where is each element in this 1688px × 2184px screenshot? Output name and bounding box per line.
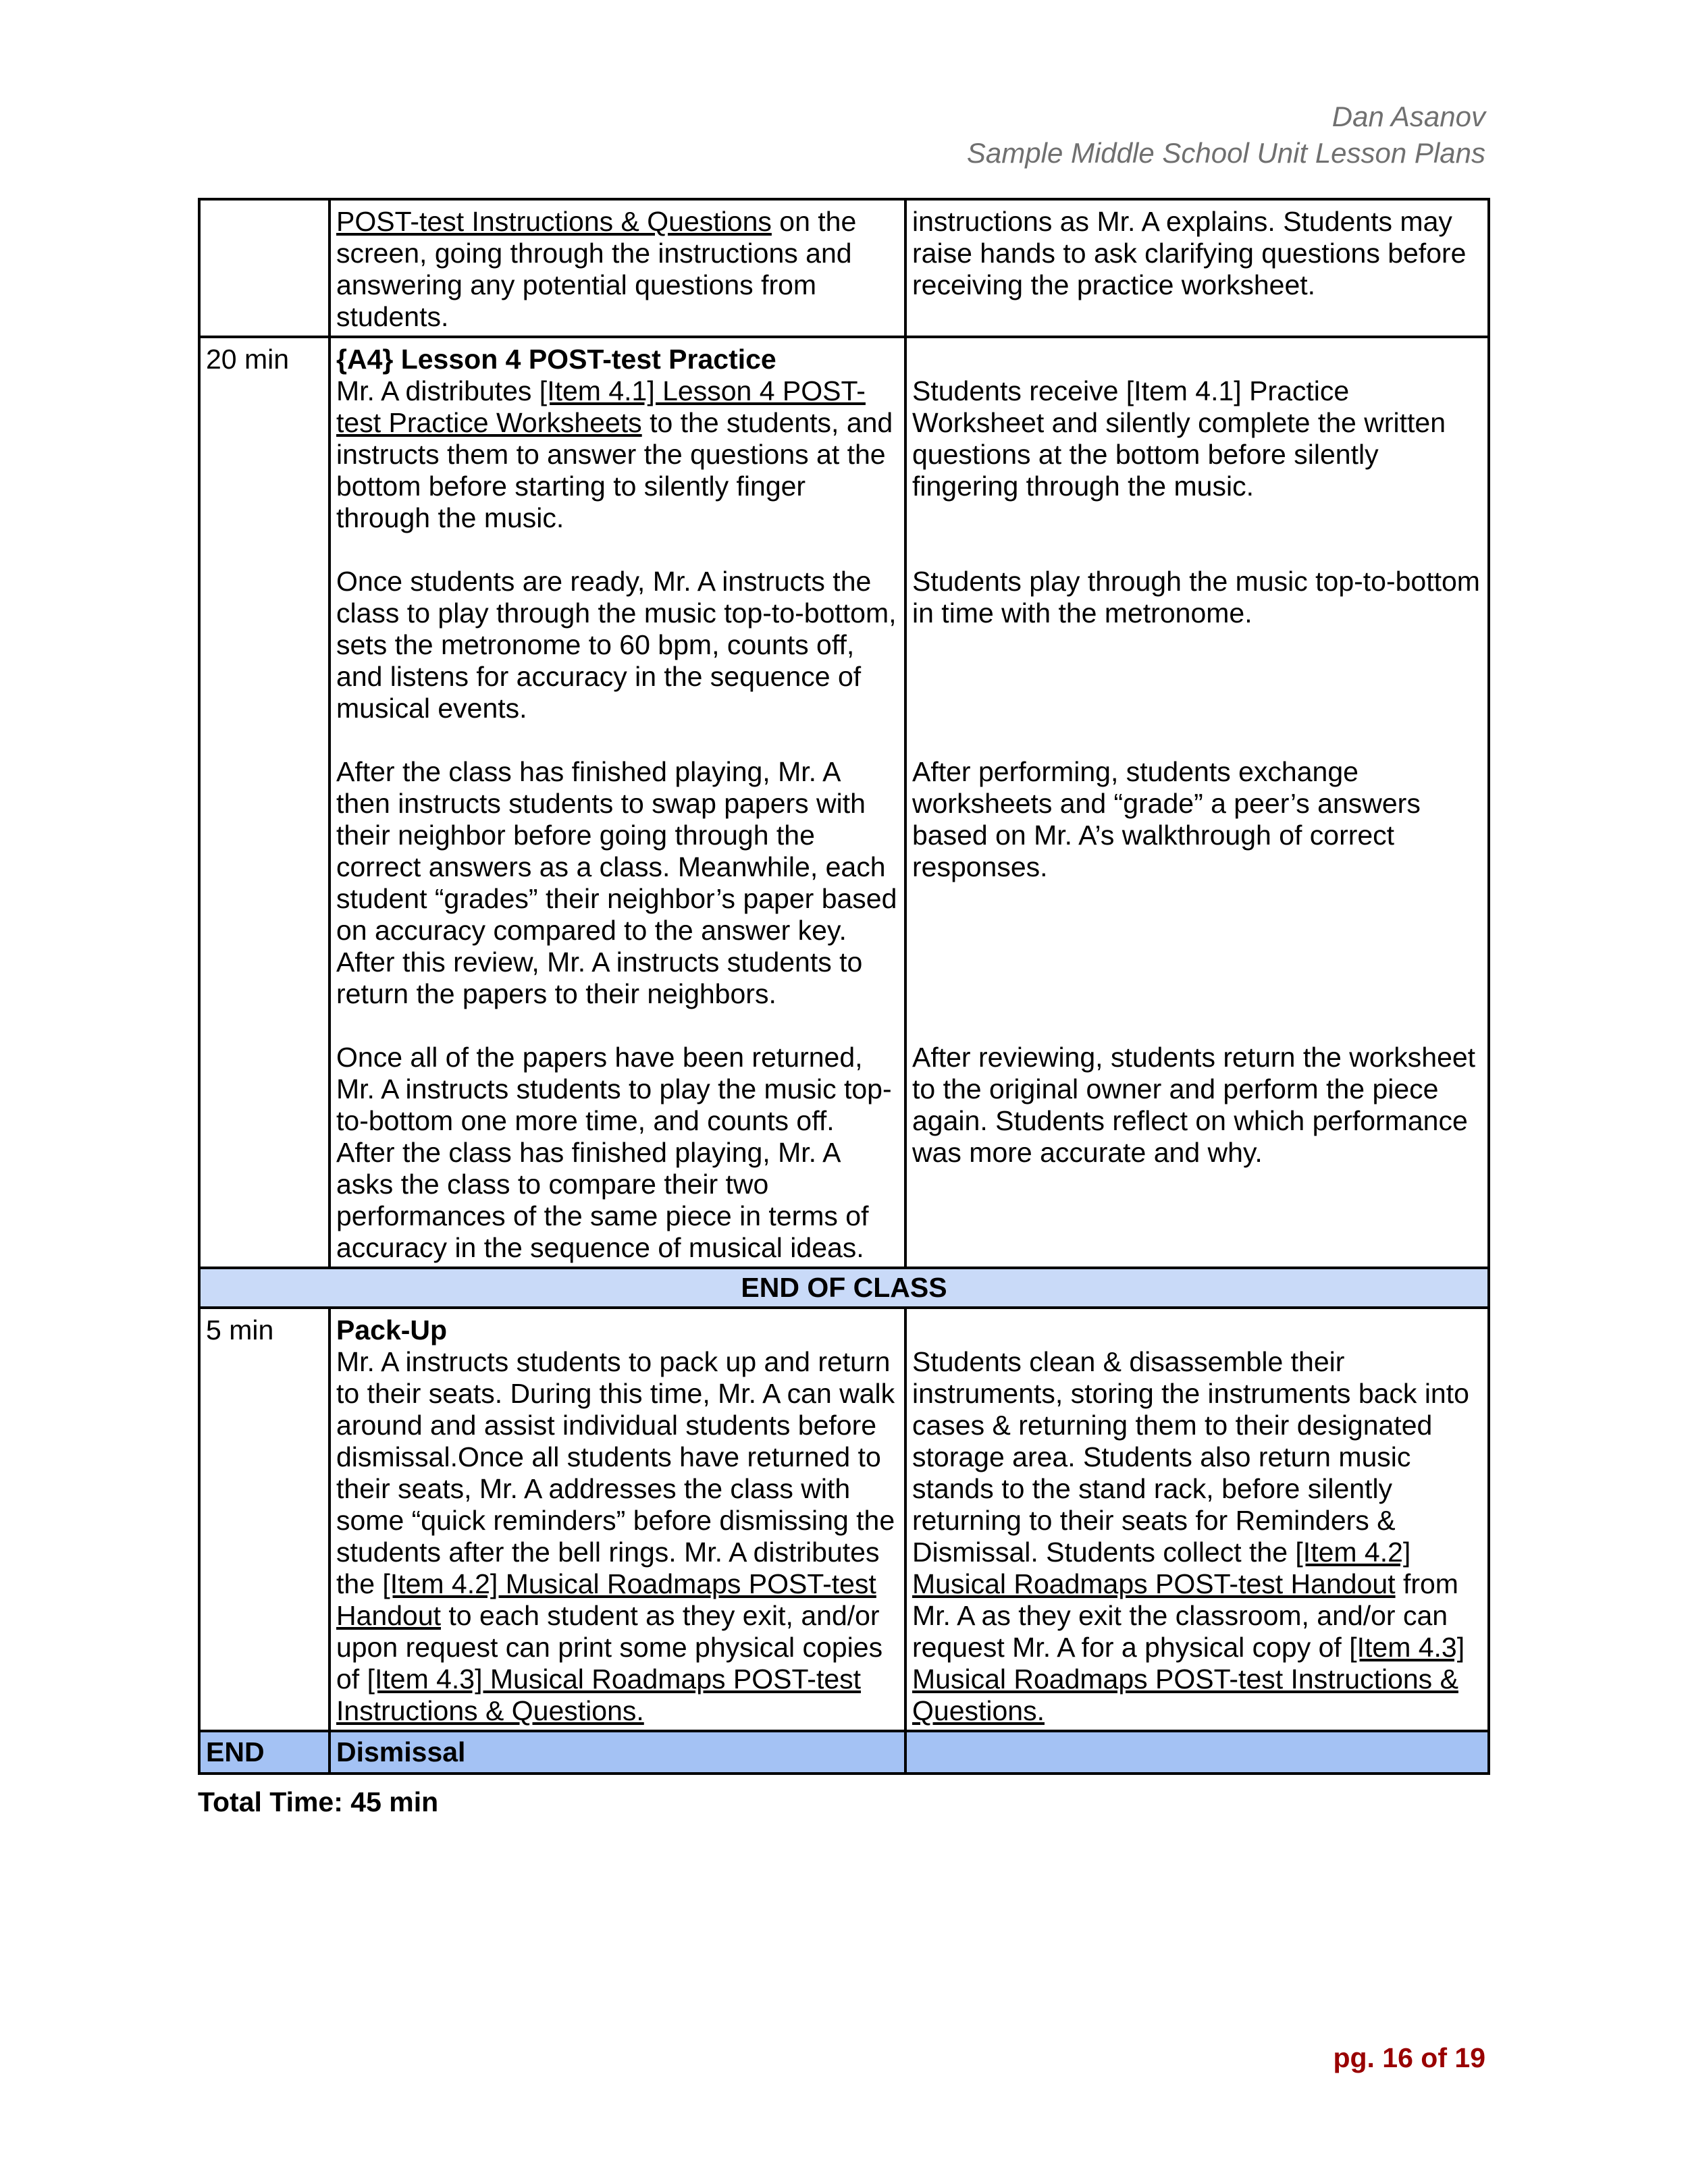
table-row: [199, 1308, 1489, 1731]
student-paragraph: Students receive [Item 4.1] Practice Worksheet and silently complete the written questions at the bottom before silently fingering through the music.: [912, 375, 1446, 502]
teacher-cell: [329, 199, 905, 337]
student-cell: [905, 1308, 1489, 1731]
table-row: [199, 199, 1489, 337]
item-link[interactable]: [Item 4.3] Musical Roadmaps POST-test Instructions & Questions.: [912, 1632, 1465, 1726]
time-cell: 20 min: [199, 337, 329, 1268]
item-link[interactable]: [Item 4.1] Lesson 4 POST-test Practice Worksheets: [336, 375, 866, 438]
total-time: Total Time: 45 min: [198, 1786, 439, 1817]
student-paragraph: Students clean & disassemble their instruments, storing the instruments back into cases & returning them to their designated storage area. Students also return music stands to the stand rack, before silently returning to their seats for Reminders & Dismissal. Students collect the [Item 4.2] Musical Roadmaps POST-test Handout from Mr. A as they exit the classroom, and/or can request Mr. A for a physical copy of [Item 4.3] Musical Roadmaps POST-test Instructions & Questions.: [912, 1346, 1469, 1726]
page-number: pg. 16 of 19: [1333, 2042, 1485, 2073]
time-cell: 5 min: [199, 1308, 329, 1731]
activity-title: Pack-Up: [336, 1314, 448, 1346]
item-link[interactable]: [Item 4.3] Musical Roadmaps POST-test Instructions & Questions.: [336, 1663, 862, 1726]
item-link[interactable]: [Item 4.2] Musical Roadmaps POST-test Handout: [912, 1537, 1411, 1599]
teacher-paragraph: Mr. A distributes [Item 4.1] Lesson 4 POST-test Practice Worksheets to the students, and instructs them to answer the questions at the bottom before starting to silently finger through the music.: [336, 375, 893, 533]
teacher-cell: [329, 337, 905, 1268]
teacher-paragraph: After the class has finished playing, Mr. A then instructs students to swap papers with their neighbor before going through the correct answers as a class. Meanwhile, each student “grades” their neighbor’s paper based on accuracy compared to the answer key. After this review, Mr. A instructs students to return the papers to their neighbors.: [336, 756, 897, 1009]
student-cell: instructions as Mr. A explains. Students may raise hands to ask clarifying questions before receiving the practice worksheet.: [905, 199, 1489, 337]
student-paragraph: Students play through the music top-to-bottom in time with the metronome.: [912, 566, 1480, 629]
teacher-paragraph: Once all of the papers have been returned, Mr. A instructs students to play the music top-to-bottom one more time, and counts off. After the class has finished playing, Mr. A asks the class to compare their two performances of the same piece in terms of accuracy in the sequence of musical ideas.: [336, 1042, 892, 1263]
teacher-text: on the screen, going through the instructions and answering any potential questions from students.: [336, 206, 857, 332]
student-paragraph: After performing, students exchange worksheets and “grade” a peer’s answers based on Mr. A’s walkthrough of correct responses.: [912, 756, 1421, 882]
activity-title: {A4} Lesson 4 POST-test Practice: [336, 344, 776, 375]
header-subtitle: Sample Middle School Unit Lesson Plans: [966, 137, 1485, 169]
teacher-paragraph: Once students are ready, Mr. A instructs the class to play through the music top-to-bottom, sets the metronome to 60 bpm, counts off, and listens for accuracy in the sequence of musical events.: [336, 566, 897, 724]
end-of-class-row: [199, 1268, 1489, 1308]
student-paragraph: After reviewing, students return the worksheet to the original owner and perform the piece again. Students reflect on which performance was more accurate and why.: [912, 1042, 1476, 1168]
header-author: Dan Asanov: [1331, 101, 1485, 132]
time-cell: END: [199, 1731, 329, 1774]
item-link[interactable]: [Item 4.2] Musical Roadmaps POST-test Handout: [336, 1568, 876, 1631]
table-row: [199, 337, 1489, 1268]
student-cell: [905, 337, 1489, 1268]
item-link[interactable]: POST-test Instructions & Questions: [336, 206, 772, 237]
lesson-plan-table: [198, 198, 1490, 1775]
teacher-cell: [329, 1308, 905, 1731]
end-row: [199, 1731, 1489, 1774]
time-cell: [199, 199, 329, 337]
page-header: [967, 99, 1485, 171]
student-cell: [905, 1731, 1489, 1774]
dismissal-cell: Dismissal: [329, 1731, 905, 1774]
teacher-paragraph: Mr. A instructs students to pack up and return to their seats. During this time, Mr. A can walk around and assist individual students before dismissal.Once all students have returned to their seats, Mr. A addresses the class with some “quick reminders” before dismissing the students after the bell rings. Mr. A distributes the [Item 4.2] Musical Roadmaps POST-test Handout to each student as they exit, and/or upon request can print some physical copies of [Item 4.3] Musical Roadmaps POST-test Instructions & Questions.: [336, 1346, 895, 1726]
end-of-class-banner: END OF CLASS: [199, 1268, 1489, 1308]
